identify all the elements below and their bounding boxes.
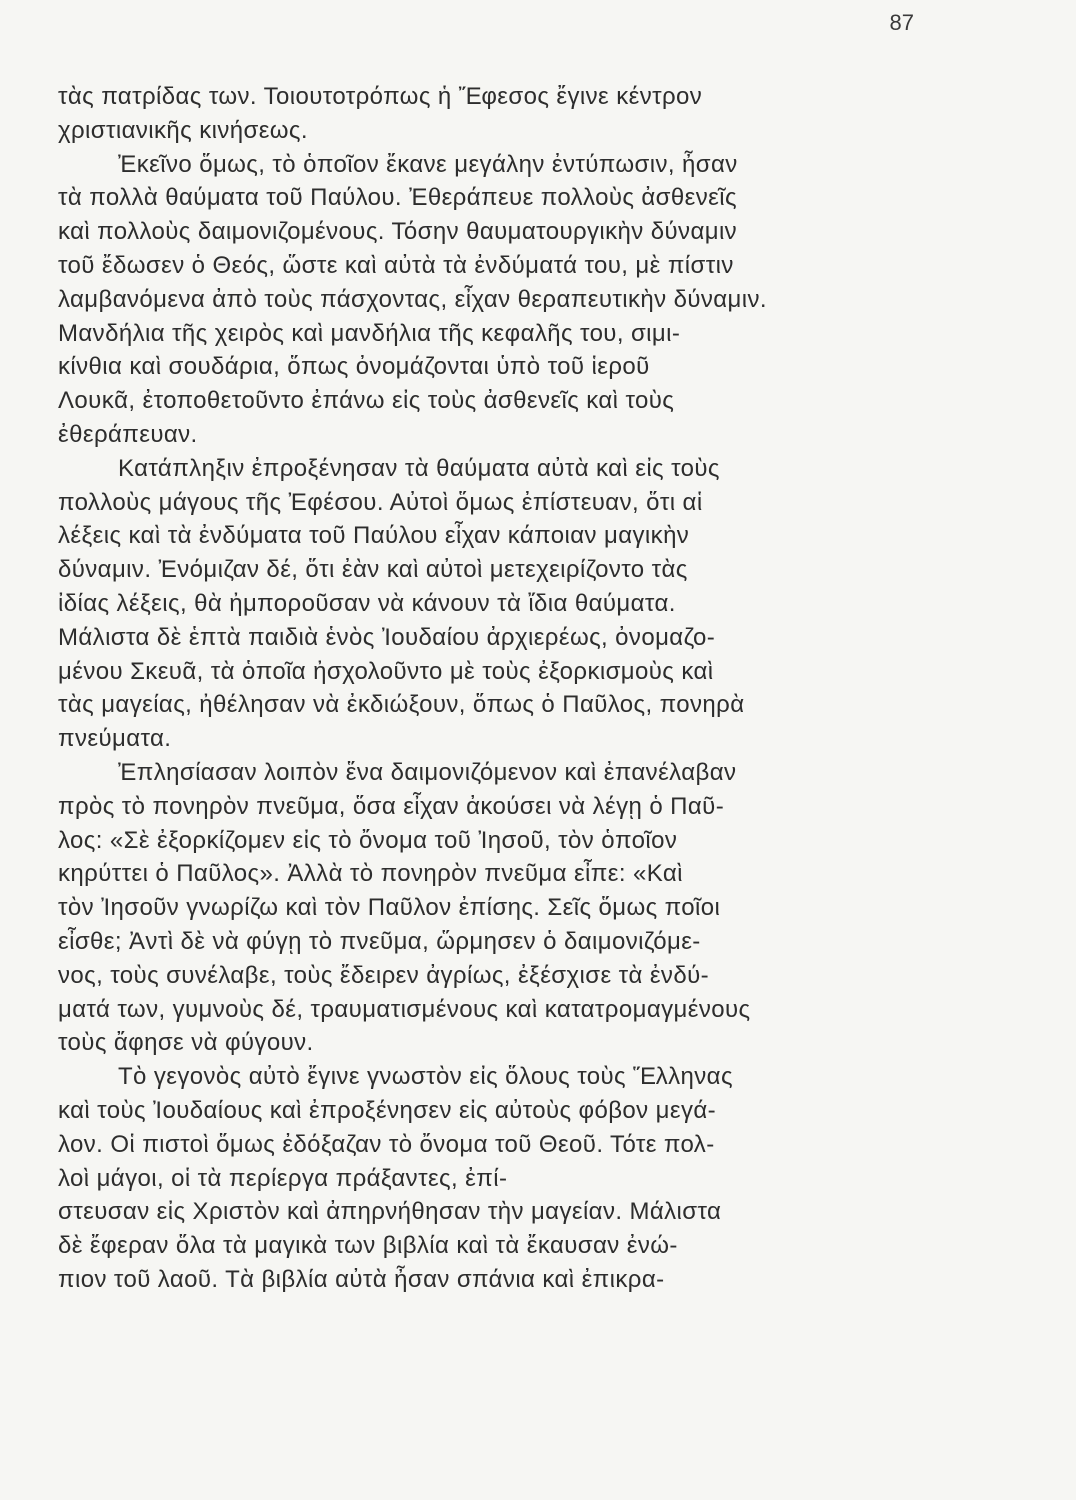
- text-line: πιον τοῦ λαοῦ. Τὰ βιβλία αὐτὰ ἦσαν σπάνια καὶ ἐπικρα-: [58, 1265, 665, 1293]
- text-line: κίνθια καὶ σουδάρια, ὅπως ὀνομάζονται ὑπὸ τοῦ ἱεροῦ: [58, 353, 650, 381]
- text-line: Ἐπλησίασαν λοιπὸν ἕνα δαιμονιζόμενον καὶ ἐπανέλαβαν: [118, 758, 737, 786]
- text-line: εἶσθε; Ἀντὶ δὲ νὰ φύγῃ τὸ πνεῦμα, ὥρμησεν ὁ δαιμονιζόμε-: [58, 927, 701, 955]
- text-line: τοῦ ἔδωσεν ὁ Θεός, ὥστε καὶ αὐτὰ τὰ ἐνδύματά του, μὲ πίστιν: [58, 251, 734, 279]
- text-line: λαμβανόμενα ἀπὸ τοὺς πάσχοντας, εἶχαν θεραπευτικὴν δύναμιν.: [58, 285, 767, 313]
- text-line: τὰς πατρίδας των. Τοιουτοτρόπως ἡ Ἔφεσος ἔγινε κέντρον: [58, 83, 703, 110]
- text-line: ματά των, γυμνοὺς δέ, τραυματισμένους καὶ κατατρομαγμένους: [58, 995, 751, 1023]
- text-line: πολλοὺς μάγους τῆς Ἐφέσου. Αὐτοὶ ὅμως ἐπίστευαν, ὅτι αἱ: [58, 488, 703, 516]
- text-line: τοὺς ἄφησε νὰ φύγουν.: [58, 1029, 314, 1057]
- text-line: τὰ πολλὰ θαύματα τοῦ Παύλου. Ἐθεράπευε πολλοὺς ἀσθενεῖς: [58, 184, 737, 212]
- text-line: Μάλιστα δὲ ἑπτὰ παιδιὰ ἑνὸς Ἰουδαίου ἀρχιερέως, ὀνομαζο-: [58, 623, 716, 651]
- text-line: Ἐκεῖνο ὅμως, τὸ ὁποῖον ἔκανε μεγάλην ἐντύπωσιν, ἦσαν: [118, 150, 738, 178]
- text-line: ἰδίας λέξεις, θὰ ἠμποροῦσαν νὰ κάνουν τὰ ἴδια θαύματα.: [58, 589, 676, 617]
- text-line: μένου Σκευᾶ, τὰ ὁποῖα ἠσχολοῦντο μὲ τοὺς ἐξορκισμοὺς καὶ: [58, 657, 714, 685]
- text-line: λοὶ μάγοι, οἱ τὰ περίεργα πράξαντες, ἐπί-: [58, 1164, 508, 1192]
- text-line: τὰς μαγείας, ἠθέλησαν νὰ ἐκδιώξουν, ὅπως ὁ Παῦλος, πονηρὰ: [58, 691, 745, 719]
- text-line: πνεύματα.: [58, 725, 172, 753]
- text-line: Κατάπληξιν ἐπροξένησαν τὰ θαύματα αὐτὰ καὶ εἰς τοὺς: [118, 454, 720, 482]
- text-line: καὶ τοὺς Ἰουδαίους καὶ ἐπροξένησεν εἰς αὐτοὺς φόβον μεγά-: [58, 1096, 717, 1124]
- text-line: χριστιανικῆς κινήσεως.: [58, 116, 308, 144]
- text-line: λος: «Σὲ ἐξορκίζομεν εἰς τὸ ὄνομα τοῦ Ἰησοῦ, τὸν ὁποῖον: [58, 826, 678, 854]
- body-text: [58, 80, 938, 1297]
- text-line: δὲ ἔφεραν ὅλα τὰ μαγικὰ των βιβλία καὶ τὰ ἔκαυσαν ἐνώ-: [58, 1232, 678, 1260]
- text-line: ἐθεράπευαν.: [58, 420, 198, 448]
- text-line: καὶ πολλοὺς δαιμονιζομένους. Τόσην θαυματουργικὴν δύναμιν: [58, 218, 738, 246]
- text-line: λέξεις καὶ τὰ ἐνδύματα τοῦ Παύλου εἶχαν κάποιαν μαγικὴν: [58, 522, 690, 550]
- text-line: Λουκᾶ, ἐτοποθετοῦντο ἐπάνω εἰς τοὺς ἀσθενεῖς καὶ τοὺς: [58, 387, 675, 415]
- text-line: δύναμιν. Ἐνόμιζαν δέ, ὅτι ἐὰν καὶ αὐτοὶ μετεχειρίζοντο τὰς: [58, 556, 688, 584]
- text-line: Μανδήλια τῆς χειρὸς καὶ μανδήλια τῆς κεφαλῆς του, σιμι-: [58, 319, 681, 347]
- text-line: λον. Οἱ πιστοὶ ὅμως ἐδόξαζαν τὸ ὄνομα τοῦ Θεοῦ. Τότε πολ-: [58, 1130, 715, 1158]
- text-line: στευσαν εἰς Χριστὸν καὶ ἀπηρνήθησαν τὴν μαγείαν. Μάλιστα: [58, 1198, 722, 1226]
- text-line: Τὸ γεγονὸς αὐτὸ ἔγινε γνωστὸν εἰς ὅλους τοὺς Ἕλληνας: [118, 1063, 733, 1091]
- page-number: 87: [889, 10, 914, 35]
- text-line: πρὸς τὸ πονηρὸν πνεῦμα, ὅσα εἶχαν ἀκούσει νὰ λέγῃ ὁ Παῦ-: [58, 792, 725, 820]
- text-line: νος, τοὺς συνέλαβε, τοὺς ἔδειρεν ἀγρίως, ἐξέσχισε τὰ ἐνδύ-: [58, 961, 710, 989]
- text-line: κηρύττει ὁ Παῦλος». Ἀλλὰ τὸ πονηρὸν πνεῦμα εἶπε: «Καὶ: [58, 860, 683, 888]
- text-line: τὸν Ἰησοῦν γνωρίζω καὶ τὸν Παῦλον ἐπίσης. Σεῖς ὅμως ποῖοι: [58, 894, 721, 922]
